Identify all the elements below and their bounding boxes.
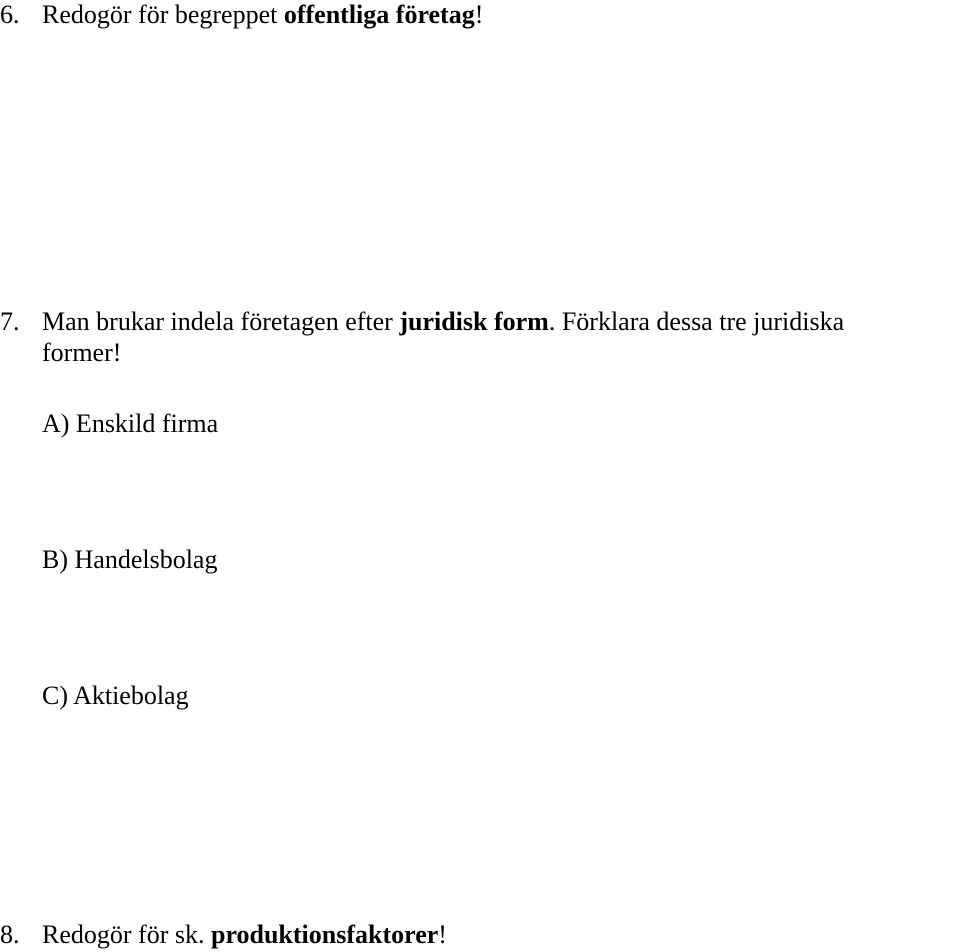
question-8: [0, 920, 960, 950]
question-8-keyword: produktionsfaktorer: [210, 920, 439, 949]
option-b: B) Handelsbolag: [42, 545, 218, 574]
option-c: C) Aktiebolag: [42, 681, 189, 710]
question-8-text: [42, 920, 447, 950]
question-8-text-after: !: [438, 920, 447, 949]
question-7-keyword: juridisk form: [399, 307, 549, 336]
question-7-text-after: . Förklara dessa tre juridiska: [548, 307, 845, 336]
question-7-number: 7.: [0, 307, 20, 336]
question-6-text-after: !: [474, 0, 484, 29]
question-6: [0, 0, 960, 30]
question-6-text-before: Redogör för begreppet: [42, 0, 278, 29]
question-6-number: 6.: [0, 0, 20, 29]
question-7-continuation: former!: [42, 338, 122, 367]
question-8-text-before: Redogör för sk.: [42, 920, 205, 949]
question-7-text: [42, 307, 844, 337]
option-a: A) Enskild firma: [42, 409, 219, 438]
question-8-number: 8.: [0, 920, 20, 949]
question-7: [0, 307, 960, 337]
question-6-keyword: offentliga företag: [283, 0, 475, 29]
question-6-text: [42, 0, 483, 30]
question-7-text-before: Man brukar indela företagen efter: [42, 307, 393, 336]
